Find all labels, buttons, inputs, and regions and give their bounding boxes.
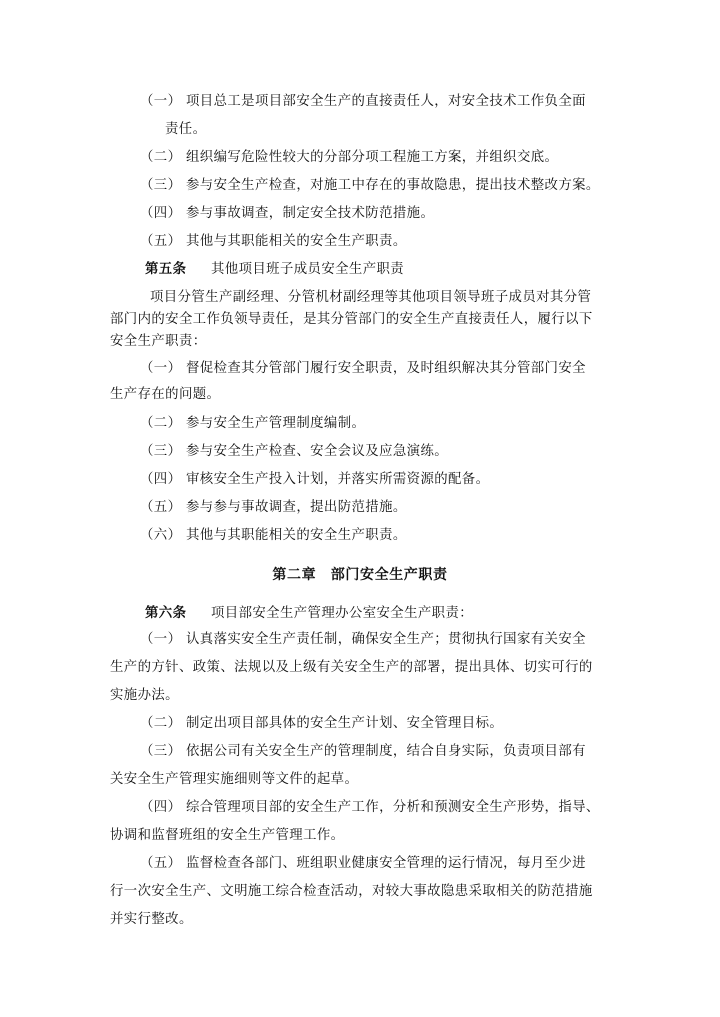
item-number: （二） — [140, 150, 182, 165]
item-text: 行一次安全生产、文明施工综合检查活动，对较大事故隐患采取相关的防范措施 — [110, 884, 593, 899]
item-text: 参与安全生产管理制度编制。 — [186, 416, 366, 431]
paragraph-line — [150, 289, 591, 307]
paragraph-text: 项目分管生产副经理、分管机材副经理等其他项目领导班子成员对其分管 — [150, 290, 592, 305]
list-item — [140, 443, 448, 461]
list-item — [140, 499, 407, 517]
item-text: 审核安全生产投入计划，并落实所需资源的配备。 — [186, 472, 490, 487]
item-number: （一） — [140, 94, 182, 109]
paragraph-line — [110, 333, 207, 351]
list-item — [140, 233, 407, 251]
paragraph-line — [110, 311, 593, 329]
item-text: 项目总工是项目部安全生产的直接责任人，对安全技术工作负全面 — [186, 94, 586, 109]
item-text: 协调和监督班组的安全生产管理工作。 — [110, 828, 345, 843]
list-item — [140, 415, 365, 433]
item-text: 监督检查各部门、班组职业健康安全管理的运行情况，每月至少进 — [186, 856, 586, 871]
list-item-continuation — [110, 771, 358, 789]
item-number: （一） — [140, 632, 182, 647]
article-heading — [145, 605, 473, 623]
list-item — [140, 177, 600, 195]
item-text: 认真落实安全生产责任制，确保安全生产；贯彻执行国家有关安全 — [186, 632, 586, 647]
list-item — [140, 471, 489, 489]
list-item — [140, 360, 586, 378]
list-item-continuation — [110, 659, 593, 677]
item-text: 参与安全生产检查，对施工中存在的事故隐患，提出技术整改方案。 — [186, 178, 600, 193]
item-text: 制定出项目部具体的安全生产计划、安全管理目标。 — [186, 716, 504, 731]
list-item-continuation — [110, 883, 593, 901]
item-text: 关安全生产管理实施细则等文件的起草。 — [110, 772, 359, 787]
item-number: （五） — [140, 234, 182, 249]
list-item — [140, 149, 558, 167]
item-text: 综合管理项目部的安全生产工作，分析和预测安全生产形势，指导、 — [186, 800, 600, 815]
paragraph-text: 安全生产职责： — [110, 334, 207, 349]
paragraph-text: 部门内的安全工作负领导责任，是其分管部门的安全生产直接责任人，履行以下 — [110, 312, 593, 327]
item-text: 生产存在的问题。 — [110, 387, 221, 402]
item-text: 并实行整改。 — [110, 912, 193, 927]
item-number: （五） — [140, 856, 182, 871]
item-text: 其他与其职能相关的安全生产职责。 — [186, 528, 407, 543]
article-title: 项目部安全生产管理办公室安全生产职责： — [211, 606, 474, 621]
item-text: 责任。 — [165, 122, 207, 137]
article-label: 第五条 — [145, 262, 187, 277]
list-item — [140, 799, 600, 817]
item-number: （四） — [140, 800, 182, 815]
chapter-heading: 第二章 部门安全生产职责 — [272, 567, 448, 583]
item-number: （三） — [140, 744, 182, 759]
item-number: （二） — [140, 716, 182, 731]
item-number: （六） — [140, 528, 182, 543]
list-item-continuation — [110, 911, 193, 929]
item-text: 生产的方针、政策、法规以及上级有关安全生产的部署，提出具体、切实可行的 — [110, 660, 593, 675]
item-text: 组织编写危险性较大的分部分项工程施工方案，并组织交底。 — [186, 150, 559, 165]
item-text: 督促检查其分管部门履行安全职责，及时组织解决其分管部门安全 — [186, 361, 586, 376]
list-item-continuation — [110, 827, 344, 845]
item-number: （二） — [140, 416, 182, 431]
item-number: （五） — [140, 500, 182, 515]
item-number: （四） — [140, 472, 182, 487]
item-number: （一） — [140, 361, 182, 376]
item-number: （三） — [140, 444, 182, 459]
item-text: 参与安全生产检查、安全会议及应急演练。 — [186, 444, 449, 459]
list-item-continuation — [110, 687, 179, 705]
item-text: 参与参与事故调查，提出防范措施。 — [186, 500, 407, 515]
item-number: （四） — [140, 206, 182, 221]
list-item-continuation — [110, 386, 220, 404]
list-item — [140, 855, 586, 873]
item-number: （三） — [140, 178, 182, 193]
list-item — [140, 205, 434, 223]
list-item — [140, 93, 586, 111]
list-item-continuation — [165, 121, 206, 139]
item-text: 依据公司有关安全生产的管理制度，结合自身实际，负责项目部有 — [186, 744, 586, 759]
list-item — [140, 631, 586, 649]
list-item — [140, 715, 503, 733]
article-heading — [145, 261, 404, 279]
list-item — [140, 527, 407, 545]
list-item — [140, 743, 586, 761]
item-text: 参与事故调查，制定安全技术防范措施。 — [186, 206, 435, 221]
article-label: 第六条 — [145, 606, 187, 621]
item-text: 其他与其职能相关的安全生产职责。 — [186, 234, 407, 249]
item-text: 实施办法。 — [110, 688, 179, 703]
article-title: 其他项目班子成员安全生产职责 — [211, 262, 405, 277]
